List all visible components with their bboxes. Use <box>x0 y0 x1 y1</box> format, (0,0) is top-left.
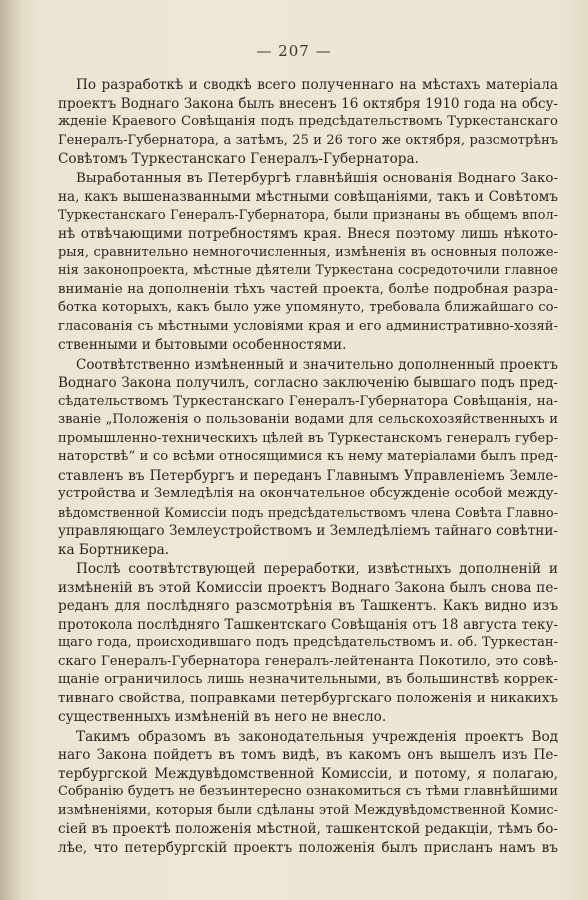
text-line: Соотвѣтственно измѣненный и значительно дополненный проектъ <box>76 356 558 373</box>
text-line: тербургской Междувѣдомственной Комиссіи, и потому, я полагаю, <box>58 765 558 782</box>
text-line: щаго года, происходившаго подъ предсѣдательствомъ и. об. Туркестан- <box>58 635 558 650</box>
text-line: Туркестанскаго Генералъ-Губернатора, были признаны въ общемъ впол- <box>58 207 558 223</box>
text-line: лѣе, что петербургскій проектъ положенія былъ присланъ намъ въ <box>58 839 558 856</box>
text-line: наторствѣ“ и со всѣми относящимися къ нему матеріалами былъ пред- <box>58 449 558 464</box>
text-line: званіе „Положенія о пользованіи водами для сельскохозяйственныхъ и <box>58 412 558 427</box>
text-line: щаніе ограничилось лишь незначительными, въ большинствѣ коррек- <box>58 672 558 687</box>
text-line: существенныхъ измѣненій въ него не внесло. <box>58 709 387 725</box>
text-line: По разработкѣ и сводкѣ всего полученнаго на мѣстахъ матеріала <box>76 77 558 93</box>
text-line: рыя, сравнительно немногочисленныя, измѣненія въ основныя положе- <box>58 244 558 260</box>
text-line: Такимъ образомъ въ законодательныя учрежденія проектъ Вод <box>76 728 558 745</box>
text-line: ставленъ въ Петербургъ и переданъ Главнымъ Управленіемъ Земле- <box>58 467 558 484</box>
text-line: гласованія съ мѣстными условіями края и его административно-хозяй- <box>58 318 558 334</box>
text-line: тивнаго свойства, поправками петербургскаго положенія и никакихъ <box>58 690 558 706</box>
text-line: Совѣтомъ Туркестанскаго Генералъ-Губернатора. <box>58 151 419 167</box>
paragraph-5 <box>58 728 558 858</box>
text-line: вѣдомственной Комиссіи подъ предсѣдательствомъ члена Совѣта Главно- <box>58 504 558 520</box>
paragraph-3 <box>58 356 558 560</box>
text-line: Воднаго Закона получилъ, согласно заключенію бывшаго подъ пред- <box>58 375 558 391</box>
paragraph-1 <box>58 76 558 169</box>
paragraph-2 <box>58 170 558 355</box>
text-line: промышленно-техническихъ цѣлей въ Туркестанскомъ генералъ губер- <box>58 430 558 446</box>
text-line: проектъ Воднаго Закона былъ внесенъ 16 октября 1910 года на обсу- <box>58 95 558 112</box>
text-line: протокола послѣдняго Ташкентскаго Совѣщанія отъ 18 августа теку- <box>58 616 558 633</box>
text-line: управляющаго Землеустройствомъ и Земледѣліемъ тайнаго совѣтни- <box>58 523 558 539</box>
text-line: ка Бортникера. <box>58 541 170 558</box>
page-number: — 207 — <box>256 42 332 60</box>
text-line: ботка которыхъ, какъ было уже упомянуто, требовала ближайшаго со- <box>58 300 558 315</box>
text-line: Собранію будетъ не безъинтересно ознакомиться съ тѣми главнѣйшими <box>58 784 558 799</box>
text-line: скаго Генералъ-Губернатора генералъ-лейтенанта Покотило, это совѣ- <box>58 653 558 669</box>
text-line: сѣдательствомъ Туркестанскаго Генералъ-Губернатора Совѣщанія, на- <box>58 393 558 409</box>
text-line: на, какъ вышеназванными мѣстными совѣщаніями, такъ и Совѣтомъ <box>58 189 558 205</box>
paragraph-4 <box>58 560 558 727</box>
text-line: нѣ отвѣчающими потребностямъ края. Внеся поэтому лишь нѣкото- <box>58 226 558 242</box>
text-line: измѣненіями, которыя были сдѣланы этой Междувѣдомственной Комис- <box>58 802 558 818</box>
text-line: реданъ для послѣдняго разсмотрѣнія въ Ташкентъ. Какъ видно изъ <box>58 598 558 614</box>
text-line: ственными и бытовыми особенностями. <box>58 337 347 353</box>
text-line: устройства и Земледѣлія на окончательное обсужденіе особой между- <box>58 486 558 501</box>
text-line: жденіе Краевого Совѣщанія подъ предсѣдательствомъ Туркестанскаго <box>58 114 558 129</box>
book-spine-shadow <box>0 0 22 900</box>
text-line: Генералъ-Губернатора, а затѣмъ, 25 и 26 того же октября, разсмотрѣнъ <box>58 132 558 148</box>
text-line: Выработанныя въ Петербургѣ главнѣйшія основанія Воднаго Зако- <box>76 170 558 186</box>
text-line: вниманіе на дополненіи тѣхъ частей проекта, болѣе подробная разра- <box>58 281 558 297</box>
text-line: нія законопроекта, мѣстные дѣятели Туркестана сосредоточили главное <box>58 263 558 278</box>
text-line: Послѣ соотвѣтствующей переработки, извѣстныхъ дополненій и <box>76 561 558 577</box>
text-line: сіей въ проектѣ положенія мѣстной, ташкентской редакціи, тѣмъ бо- <box>58 821 558 837</box>
text-line: наго Закона пойдетъ въ томъ видѣ, въ какомъ онъ вышелъ изъ Пе- <box>58 747 558 763</box>
body-text <box>58 76 558 858</box>
text-line: измѣненій въ этой Комиссіи проектъ Воднаго Закона былъ снова пе- <box>58 579 558 596</box>
